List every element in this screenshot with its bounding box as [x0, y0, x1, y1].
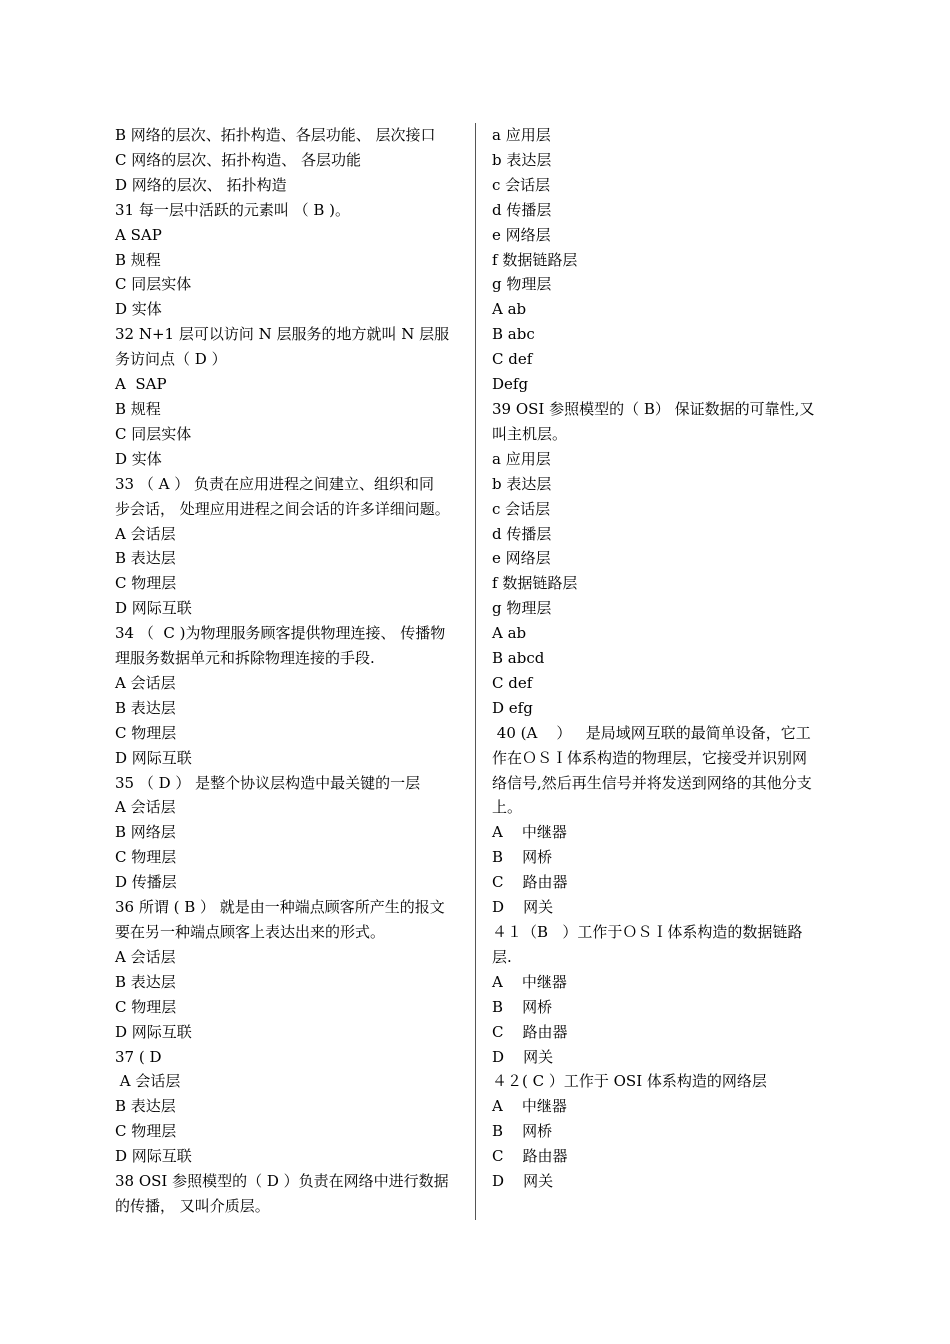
- text-line: f 数据链路层: [492, 574, 578, 593]
- text-line: 层.: [492, 947, 512, 966]
- text-line: B 网桥: [492, 848, 553, 867]
- column-divider: [475, 123, 476, 1220]
- text-line: 39 OSI 参照模型的（ B） 保证数据的可靠性,又: [492, 399, 815, 418]
- text-line: B 表达层: [115, 549, 176, 568]
- text-line: b 表达层: [492, 150, 552, 169]
- text-line: B 表达层: [115, 698, 176, 717]
- text-line: B 网桥: [492, 1122, 553, 1141]
- text-line: B 网桥: [492, 997, 553, 1016]
- text-line: A 中继器: [492, 972, 567, 991]
- left-column: [115, 123, 467, 1219]
- text-line: 37 ( D: [115, 1047, 162, 1066]
- text-line: 理服务数据单元和拆除物理连接的手段.: [115, 649, 375, 668]
- text-line: A 中继器: [492, 823, 567, 842]
- text-line: C 物理层: [115, 1122, 177, 1141]
- text-line: 40 (A ） 是局域网互联的最简单设备，它工: [492, 723, 811, 742]
- text-line: D 实体: [115, 449, 162, 468]
- text-line: B 规程: [115, 250, 161, 269]
- text-line: 33 （ A ） 负责在应用进程之间建立、组织和同: [115, 474, 434, 493]
- text-line: b 表达层: [492, 474, 552, 493]
- text-line: 的传播， 又叫介质层。: [115, 1196, 270, 1215]
- text-line: 31 每一层中活跃的元素叫 （ B )。: [115, 200, 351, 219]
- text-line: D 实体: [115, 300, 162, 319]
- text-line: D 网关: [492, 898, 554, 917]
- text-line: 34 （ C )为物理服务顾客提供物理连接、 传播物: [115, 624, 446, 643]
- text-line: D 网际互联: [115, 1147, 192, 1166]
- text-line: A ab: [492, 300, 527, 319]
- text-line: A 会话层: [115, 798, 176, 817]
- text-line: 38 OSI 参照模型的（ D ）负责在网络中进行数据: [115, 1172, 449, 1191]
- text-line: C 网络的层次、拓扑构造、 各层功能: [115, 150, 362, 169]
- text-line: A 会话层: [115, 947, 176, 966]
- text-line: B 规程: [115, 399, 161, 418]
- text-line: A ab: [492, 624, 527, 643]
- text-line: e 网络层: [492, 549, 551, 568]
- text-line: C 物理层: [115, 574, 177, 593]
- text-line: C 物理层: [115, 723, 177, 742]
- text-line: a 应用层: [492, 126, 551, 144]
- text-line: d 传播层: [492, 524, 552, 543]
- text-line: 叫主机层。: [492, 424, 568, 443]
- text-line: B abcd: [492, 649, 545, 668]
- text-line: c 会话层: [492, 499, 551, 518]
- text-line: 35 （ D ） 是整个协议层构造中最关键的一层: [115, 773, 421, 792]
- text-line: f 数据链路层: [492, 250, 578, 269]
- text-line: g 物理层: [492, 599, 552, 618]
- text-line: D 网关: [492, 1172, 554, 1191]
- text-line: B 网络层: [115, 823, 176, 842]
- text-line: 上。: [492, 798, 523, 817]
- text-line: A 中继器: [492, 1097, 567, 1116]
- text-line: ４２( C ）工作于 OSI 体系构造的网络层: [492, 1072, 767, 1091]
- text-line: Defg: [492, 375, 529, 394]
- text-line: D 网络的层次、 拓扑构造: [115, 175, 287, 194]
- text-line: 32 N+1 层可以访问 N 层服务的地方就叫 N 层服: [115, 325, 450, 344]
- text-line: a 应用层: [492, 449, 551, 468]
- text-line: 务访问点（ D ）: [115, 350, 227, 369]
- text-line: C 同层实体: [115, 275, 192, 294]
- text-line: D 网际互联: [115, 748, 192, 767]
- text-line: C 物理层: [115, 848, 177, 867]
- text-line: C def: [492, 350, 533, 369]
- text-line: A SAP: [115, 375, 167, 394]
- text-line: B abc: [492, 325, 535, 344]
- text-line: C def: [492, 673, 533, 692]
- text-line: D 传播层: [115, 873, 177, 892]
- text-line: B 表达层: [115, 1097, 176, 1116]
- text-line: A 会话层: [115, 524, 176, 543]
- text-line: D 网际互联: [115, 599, 192, 618]
- text-line: C 路由器: [492, 1147, 568, 1166]
- text-line: 36 所谓 ( B ） 就是由一种端点顾客所产生的报文: [115, 898, 445, 917]
- text-line: A 会话层: [115, 1072, 181, 1091]
- text-line: ４１（B ）工作于ＯＳＩ体系构造的数据链路: [492, 923, 803, 941]
- text-line: B 表达层: [115, 972, 176, 991]
- text-line: D 网关: [492, 1047, 554, 1066]
- right-column: [492, 123, 837, 1194]
- text-line: 作在ＯＳＩ体系构造的物理层，它接受并识别网: [492, 748, 808, 767]
- text-line: 要在另一种端点顾客上表达出来的形式。: [115, 923, 386, 941]
- text-line: e 网络层: [492, 225, 551, 244]
- text-line: C 路由器: [492, 873, 568, 892]
- text-line: B 网络的层次、拓扑构造、各层功能、 层次接口: [115, 126, 436, 144]
- text-line: D 网际互联: [115, 1022, 192, 1041]
- text-line: D efg: [492, 698, 533, 717]
- text-line: 步会话， 处理应用进程之间会话的许多详细问题。: [115, 499, 450, 518]
- text-line: C 同层实体: [115, 424, 192, 443]
- text-line: d 传播层: [492, 200, 552, 219]
- text-line: c 会话层: [492, 175, 551, 194]
- text-line: g 物理层: [492, 275, 552, 294]
- text-line: C 物理层: [115, 997, 177, 1016]
- text-line: C 路由器: [492, 1022, 568, 1041]
- text-line: A 会话层: [115, 673, 176, 692]
- text-line: A SAP: [115, 225, 162, 244]
- text-line: 络信号,然后再生信号并将发送到网络的其他分支: [492, 773, 812, 792]
